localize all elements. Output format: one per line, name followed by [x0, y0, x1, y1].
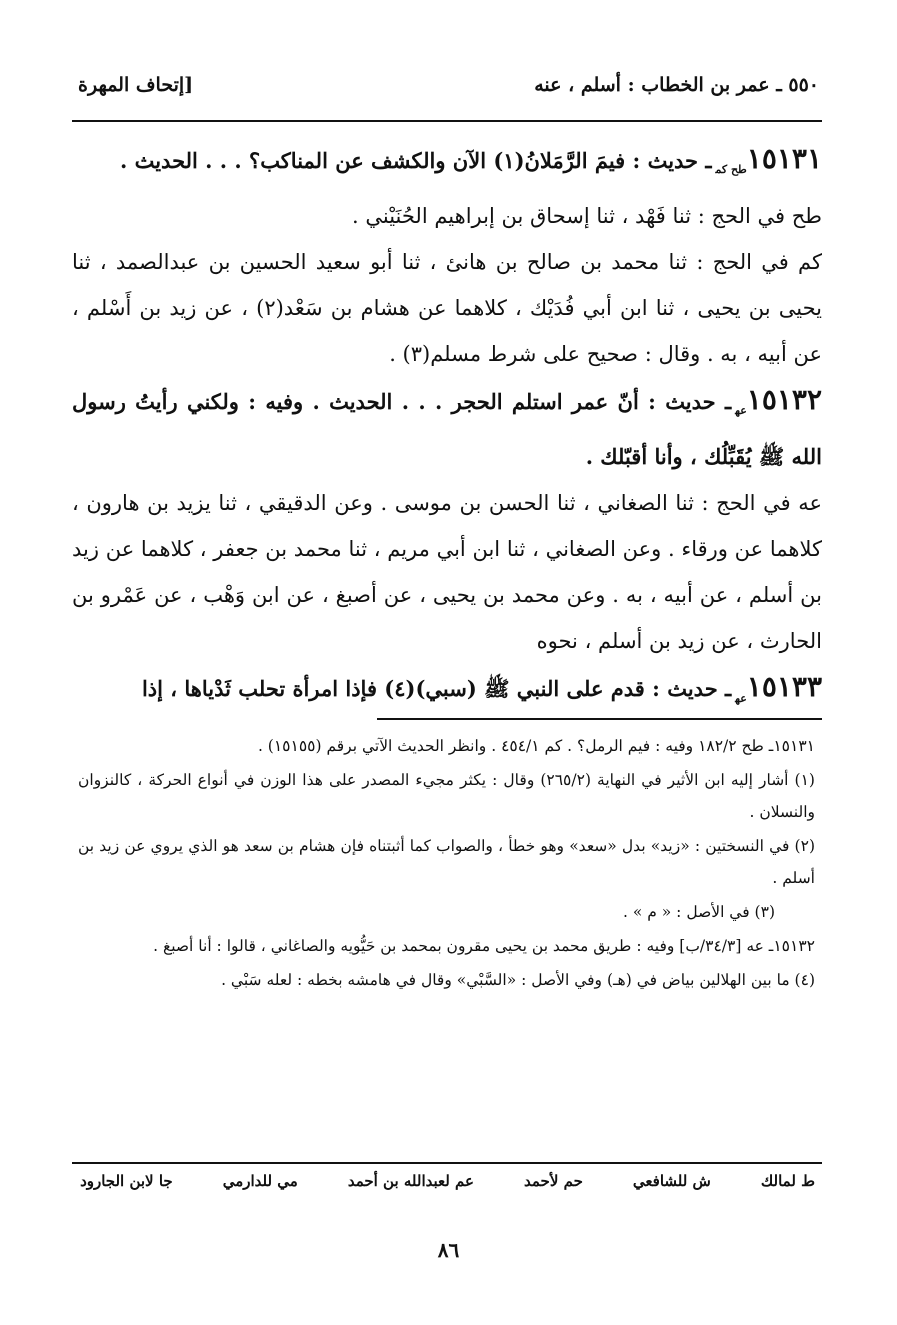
abbreviation: جا لابن الجارود — [80, 1172, 173, 1190]
abbreviations-rule — [72, 1162, 822, 1164]
hadith-sigla: طح كم — [715, 163, 747, 177]
abbreviation: ش للشافعي — [632, 1172, 711, 1190]
hadith-entry-15133 — [72, 664, 822, 721]
hadith-title: ـ حديث : قدم على النبي ﷺ (سبي)(٤) فإذا امرأة تحلب ثَدْياها ، إذا — [141, 676, 732, 702]
main-text — [72, 136, 822, 722]
hadith-title: ـ حديث : فيمَ الرَّمَلانُ(١) الآن والكشف عن المناكب؟ . . . الحديث . — [119, 148, 712, 173]
source-line: طح في الحج : ثنا فَهْد ، ثنا إسحاق بن إبراهيم الحُنَيْني . — [352, 204, 822, 229]
footnote: (٣) في الأصل : « م » . — [622, 903, 775, 921]
footnote-rule — [377, 718, 822, 720]
running-header — [78, 68, 819, 102]
hadith-entry-15132 — [72, 377, 822, 480]
abbreviation: ط لمالك — [760, 1172, 815, 1190]
book-title: [إتحاف المهرة — [78, 74, 194, 96]
hadith-number: ١٥١٣١ — [746, 142, 822, 175]
footnote: (١) أشار إليه ابن الأثير في النهاية (٢٦٥/٢) وقال : يكثر مجيء المصدر على هذا الوزن في أنواع الحركة ، كالنزوان والنسلان . — [78, 771, 815, 821]
source-line: كم في الحج : ثنا محمد بن صالح بن هانئ ، ثنا أبو سعيد الحسين بن عبدالصمد ، ثنا يحيى بن يحيى ، ثنا ابن أبي فُدَيْك ، كلاهما عن هشام بن سَعْد(٢) ، عن زيد بن أَسْلم ، عن أبيه ، به . وقال : صحيح على شرط مسلم(٣) . — [72, 250, 822, 367]
abbreviation: مي للدارمي — [222, 1172, 298, 1190]
footnote: ١٥١٣٢ـ عه [٣٤/٣/ب] وفيه : طريق محمد بن يحيى مقرون بمحمد بن حَيُّويه والصاغاني ، قالوا : أنا أصبغ . — [153, 937, 815, 955]
hadith-sigla: عه — [735, 691, 747, 705]
abbreviation: حم لأحمد — [524, 1172, 583, 1190]
hadith-entry-15131 — [72, 136, 822, 193]
header-rule — [72, 120, 822, 122]
hadith-number: ١٥١٣٣ — [746, 670, 822, 704]
hadith-number: ١٥١٣٢ — [746, 383, 822, 417]
footnotes — [78, 730, 815, 998]
source-line: عه في الحج : ثنا الصغاني ، ثنا الحسن بن موسى . وعن الدقيقي ، ثنا يزيد بن هارون ، كلاهما عن ورقاء . وعن الصغاني ، ثنا ابن أبي مريم ، ثنا محمد بن جعفر ، كلاهما عن زيد بن أسلم ، عن أبيه ، به . وعن محمد بن يحيى ، عن أصبغ ، عن ابن وَهْب ، عن عَمْرو بن الحارث ، عن زيد بن أسلم ، نحوه — [72, 491, 822, 654]
abbreviations-key — [80, 1172, 815, 1190]
page-number: ٨٦ — [437, 1238, 460, 1262]
footnote: (٤) ما بين الهلالين بياض في (هـ) وفي الأصل : «السَّبْي» وقال في هامشه بخطه : لعله سَبْي . — [221, 971, 815, 989]
chapter-title: ٥٥٠ ـ عمر بن الخطاب : أسلم ، عنه — [534, 74, 819, 96]
footnote: (٢) في النسختين : «زيد» بدل «سعد» وهو خطأ ، والصواب كما أثبتناه فإن هشام بن سعد هو الذي يروي عن زيد بن أسلم . — [78, 837, 815, 887]
hadith-title: ـ حديث : أنّ عمر استلم الحجر . . . الحديث . وفيه : ولكني رأيتُ رسول الله ﷺ يُقَبِّلُك ، وأنا أقبّلك . — [72, 389, 822, 470]
hadith-sigla: عه — [735, 404, 747, 418]
abbreviation: عم لعبدالله بن أحمد — [347, 1172, 474, 1190]
footnote: ١٥١٣١ـ طح ١٨٢/٢ وفيه : فيم الرمل؟ . كم ٤٥٤/١ . وانظر الحديث الآتي برقم (١٥١٥٥) . — [257, 737, 815, 755]
